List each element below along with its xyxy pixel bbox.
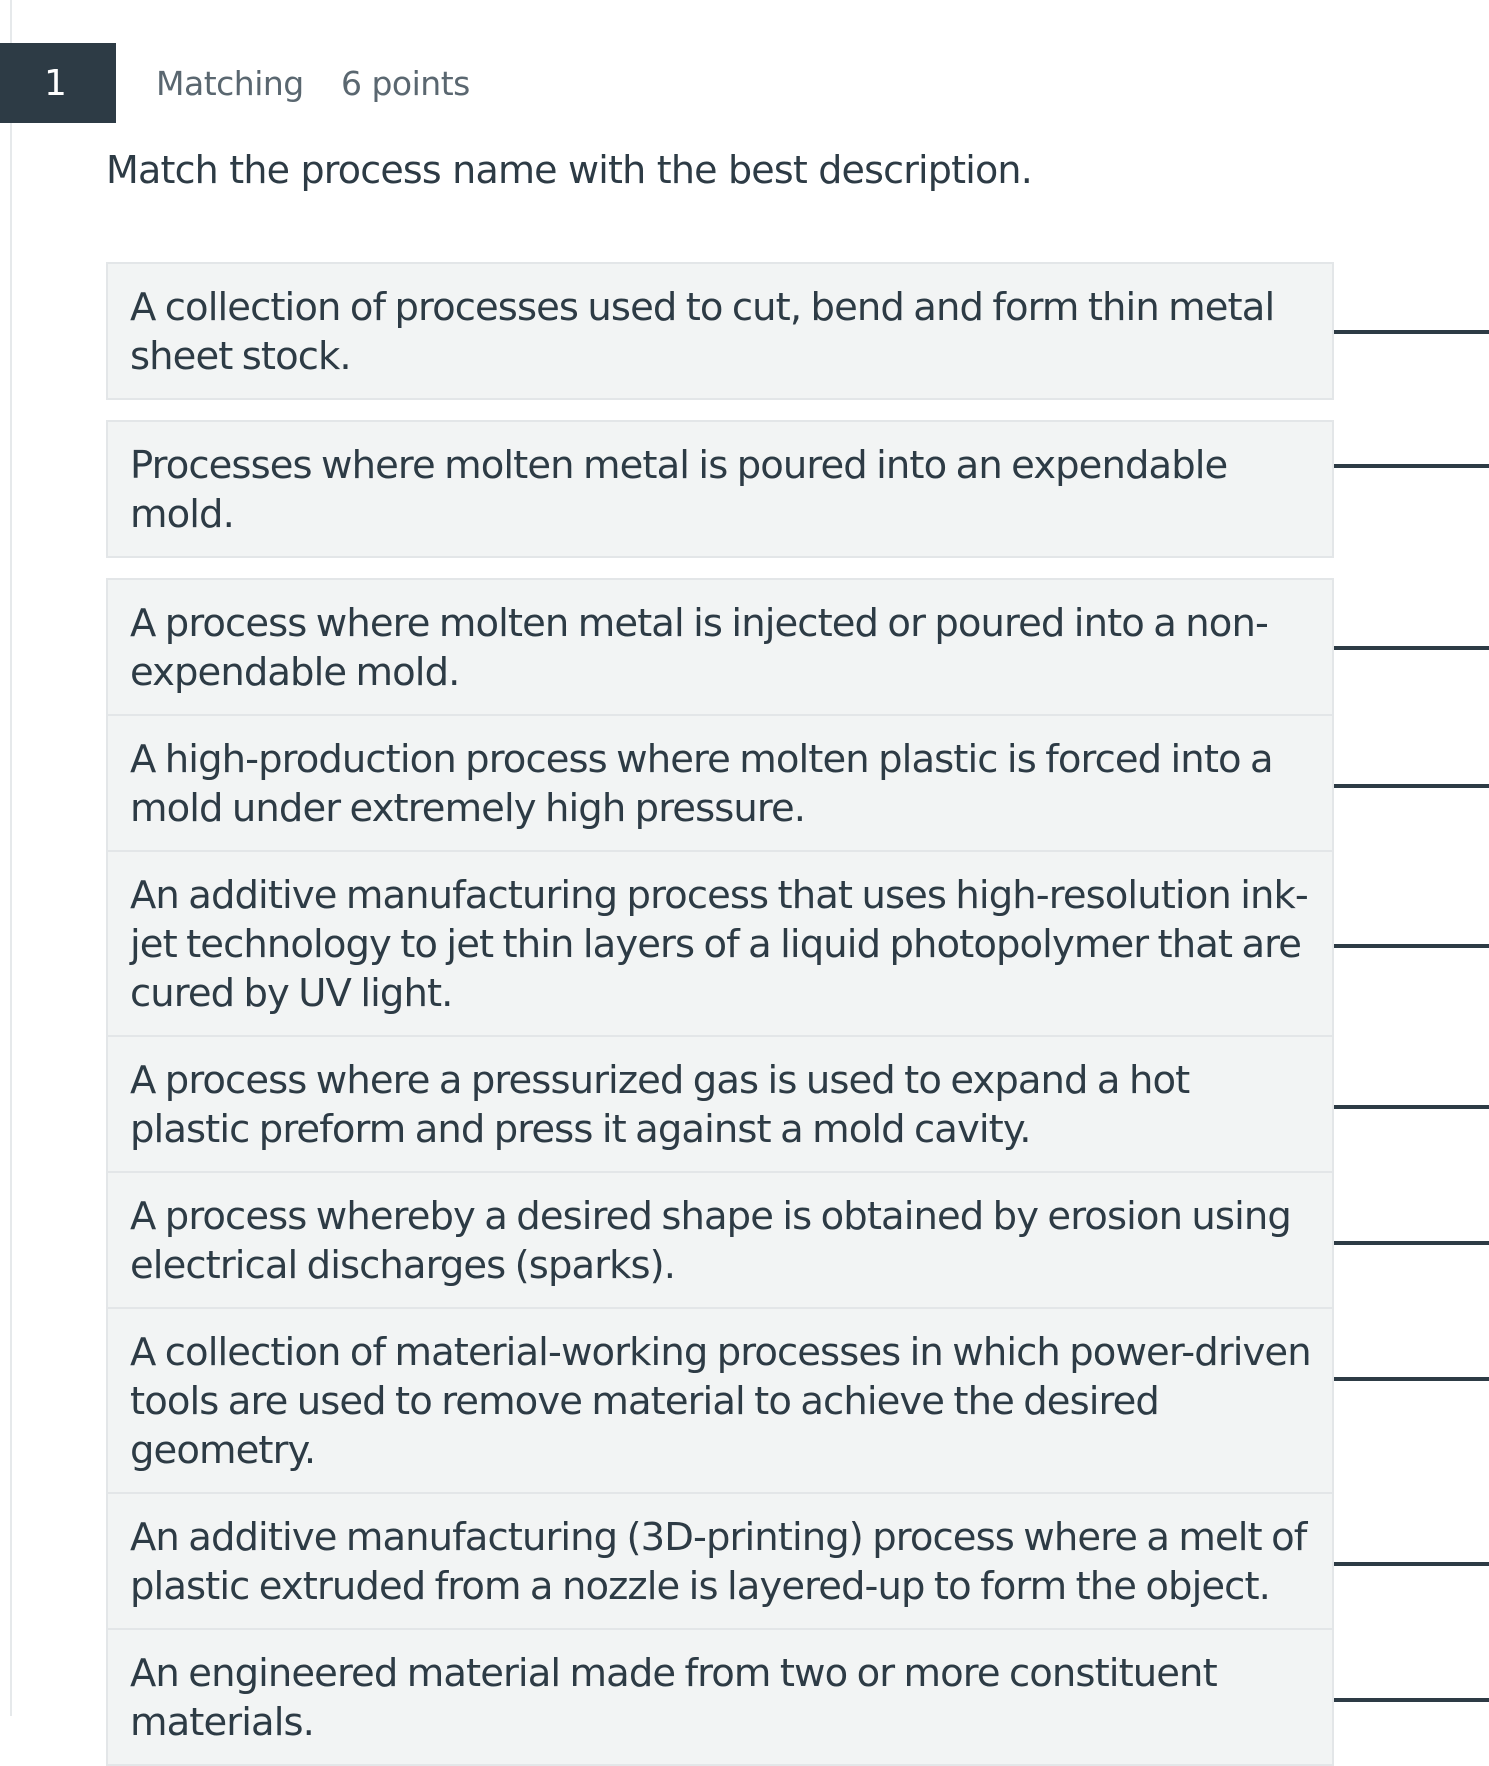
match-row <box>106 262 1489 400</box>
answer-blank[interactable] <box>1334 1241 1489 1245</box>
match-row <box>106 1309 1489 1494</box>
answer-blank[interactable] <box>1334 1105 1489 1109</box>
match-row <box>106 1494 1489 1630</box>
answer-blank[interactable] <box>1334 1698 1489 1702</box>
answer-blank[interactable] <box>1334 464 1489 468</box>
question-type: Matching <box>156 64 304 103</box>
match-description: Processes where molten metal is poured into an expendable mold. <box>106 420 1334 558</box>
question-points: 6 points <box>341 64 470 103</box>
match-description: A process where a pressurized gas is used to expand a hot plastic preform and press it against a mold cavity. <box>106 1037 1334 1173</box>
match-description: An engineered material made from two or more constituent materials. <box>106 1630 1334 1766</box>
match-description: A process whereby a desired shape is obtained by erosion using electrical discharges (sparks). <box>106 1173 1334 1309</box>
match-row <box>106 1037 1489 1173</box>
match-row <box>106 1173 1489 1309</box>
match-row <box>106 716 1489 852</box>
match-description: A process where molten metal is injected or poured into a non-expendable mold. <box>106 578 1334 716</box>
match-description: An additive manufacturing process that uses high-resolution ink-jet technology to jet thin layers of a liquid photopolymer that are cured by UV light. <box>106 852 1334 1037</box>
match-description: An additive manufacturing (3D-printing) process where a melt of plastic extruded from a nozzle is layered-up to form the object. <box>106 1494 1334 1630</box>
answer-blank[interactable] <box>1334 1377 1489 1381</box>
match-row <box>106 1630 1489 1766</box>
question-prompt: Match the process name with the best description. <box>106 148 1032 192</box>
answer-blank[interactable] <box>1334 646 1489 650</box>
answer-blank[interactable] <box>1334 784 1489 788</box>
match-row <box>106 852 1489 1037</box>
left-rule <box>10 0 12 1716</box>
match-description: A high-production process where molten plastic is forced into a mold under extremely high pressure. <box>106 716 1334 852</box>
match-row <box>106 420 1489 558</box>
answer-blank[interactable] <box>1334 1562 1489 1566</box>
answer-blank[interactable] <box>1334 944 1489 948</box>
question-number-badge <box>0 43 116 123</box>
answer-blank[interactable] <box>1334 330 1489 334</box>
match-description: A collection of material-working processes in which power-driven tools are used to remove material to achieve the desired geometry. <box>106 1309 1334 1494</box>
match-list <box>106 262 1489 1766</box>
question-number: 1 <box>44 62 67 104</box>
match-row <box>106 578 1489 716</box>
match-description: A collection of processes used to cut, bend and form thin metal sheet stock. <box>106 262 1334 400</box>
